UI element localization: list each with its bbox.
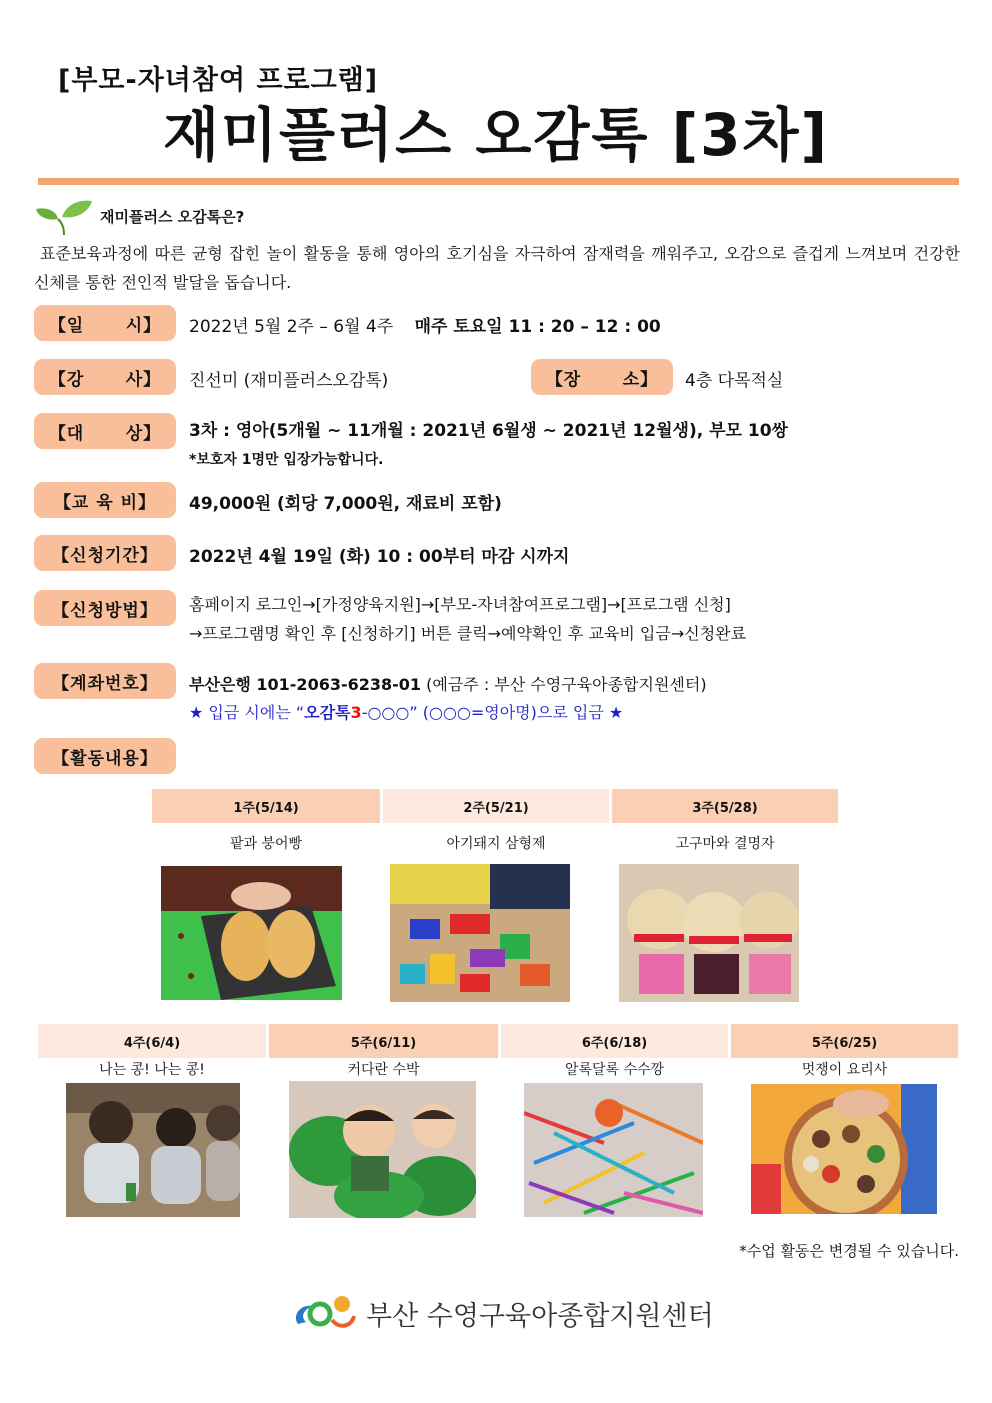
schedule-label: 【일 시】 [34,305,176,341]
week-2-title: 아기돼지 삼형제 [446,836,546,852]
beans-photo [66,1083,240,1217]
watermelon-photo [289,1081,476,1218]
place-label: 【장 소】 [531,359,673,395]
week-2-header: 2주(5/21) [383,789,609,823]
account-label: 【계좌번호】 [34,663,176,699]
hats-photo [619,864,799,1002]
schedule-time: 매주 토요일 11 : 20 – 12 : 00 [414,317,661,337]
activities-label: 【활동내용】 [34,738,176,774]
center-logo-mark [290,1286,360,1336]
period-label: 【신청기간】 [34,535,176,571]
week-5-header: 5주(6/11) [269,1024,498,1058]
week-1-title: 팥과 붕어빵 [229,836,303,852]
taiyaki-photo [161,866,342,1000]
method-label: 【신청방법】 [34,590,176,626]
intro-heading: 재미플러스 오감톡은? [100,208,245,226]
fee-label: 【교 육 비】 [34,482,176,518]
account-holder: (예금주 : 부산 수영구육아종합지원센터) [421,675,707,694]
instructor-value: 진선미 (재미플러스오감톡) [189,371,389,391]
center-logo [290,1286,714,1336]
leaf-icon [34,197,94,237]
method-line-2: →프로그램명 확인 후 [신청하기] 버튼 클릭→예약확인 후 교육비 입금→신청완료 [189,624,747,643]
sticks-photo [524,1083,703,1217]
schedule-dates: 2022년 5월 2주 – 6월 4주 [189,317,394,337]
pizza-photo [751,1084,937,1214]
notice-post: -○○○” (○○○=영아명)으로 입금 ★ [361,703,624,722]
blocks-photo [390,864,570,1002]
notice-keyword: 오감톡 [304,703,351,722]
place-value: 4층 다목적실 [685,371,784,391]
title-divider [38,178,959,185]
account-number: 부산은행 101-2063-6238-01 [189,675,422,694]
week-4-title: 나는 콩! 나는 콩! [99,1062,205,1078]
week-5-title: 커다란 수박 [347,1062,420,1078]
page-title: 재미플러스 오감톡 [3차] [162,101,829,169]
method-line-1: 홈페이지 로그인→[가정양육지원]→[부모-자녀참여프로그램]→[프로그램 신청] [189,595,731,614]
instructor-label: 【강 사】 [34,359,176,395]
period-value: 2022년 4월 19일 (화) 10 : 00부터 마감 시까지 [189,547,570,567]
week-6-header: 6주(6/18) [501,1024,728,1058]
program-category: [부모-자녀참여 프로그램] [58,65,379,96]
week-1-header: 1주(5/14) [152,789,380,823]
schedule-value [189,312,661,337]
week-3-title: 고구마와 결명자 [675,836,775,852]
target-note: *보호자 1명만 입장가능합니다. [189,452,384,468]
target-value: 3차 : 영아(5개월 ~ 11개월 : 2021년 6월생 ~ 2021년 12월생), 부모 10쌍 [189,421,788,441]
week-7-header: 5주(6/25) [731,1024,958,1058]
target-label: 【대 상】 [34,413,176,449]
deposit-notice [189,700,623,723]
fee-value: 49,000원 (회당 7,000원, 재료비 포함) [189,494,502,514]
notice-number: 3 [350,703,362,722]
center-logo-text: 부산 수영구육아종합지원센터 [366,1301,714,1332]
week-6-title: 알록달록 수수깡 [564,1062,665,1078]
week-7-title: 멋쟁이 요리사 [801,1062,888,1078]
week-3-header: 3주(5/28) [612,789,838,823]
intro-text: 표준보육과정에 따른 균형 잡힌 놀이 활동을 통해 영아의 호기심을 자극하여 잠재력을 깨워주고, 오감으로 즐겁게 느껴보며 건강한 신체를 통한 전인적 발달을 돕습니다. [34,244,960,292]
account-value [189,672,707,695]
week-4-header: 4주(6/4) [38,1024,266,1058]
notice-pre: ★ 입금 시에는 “ [189,703,305,722]
change-notice: *수업 활동은 변경될 수 있습니다. [739,1242,959,1260]
